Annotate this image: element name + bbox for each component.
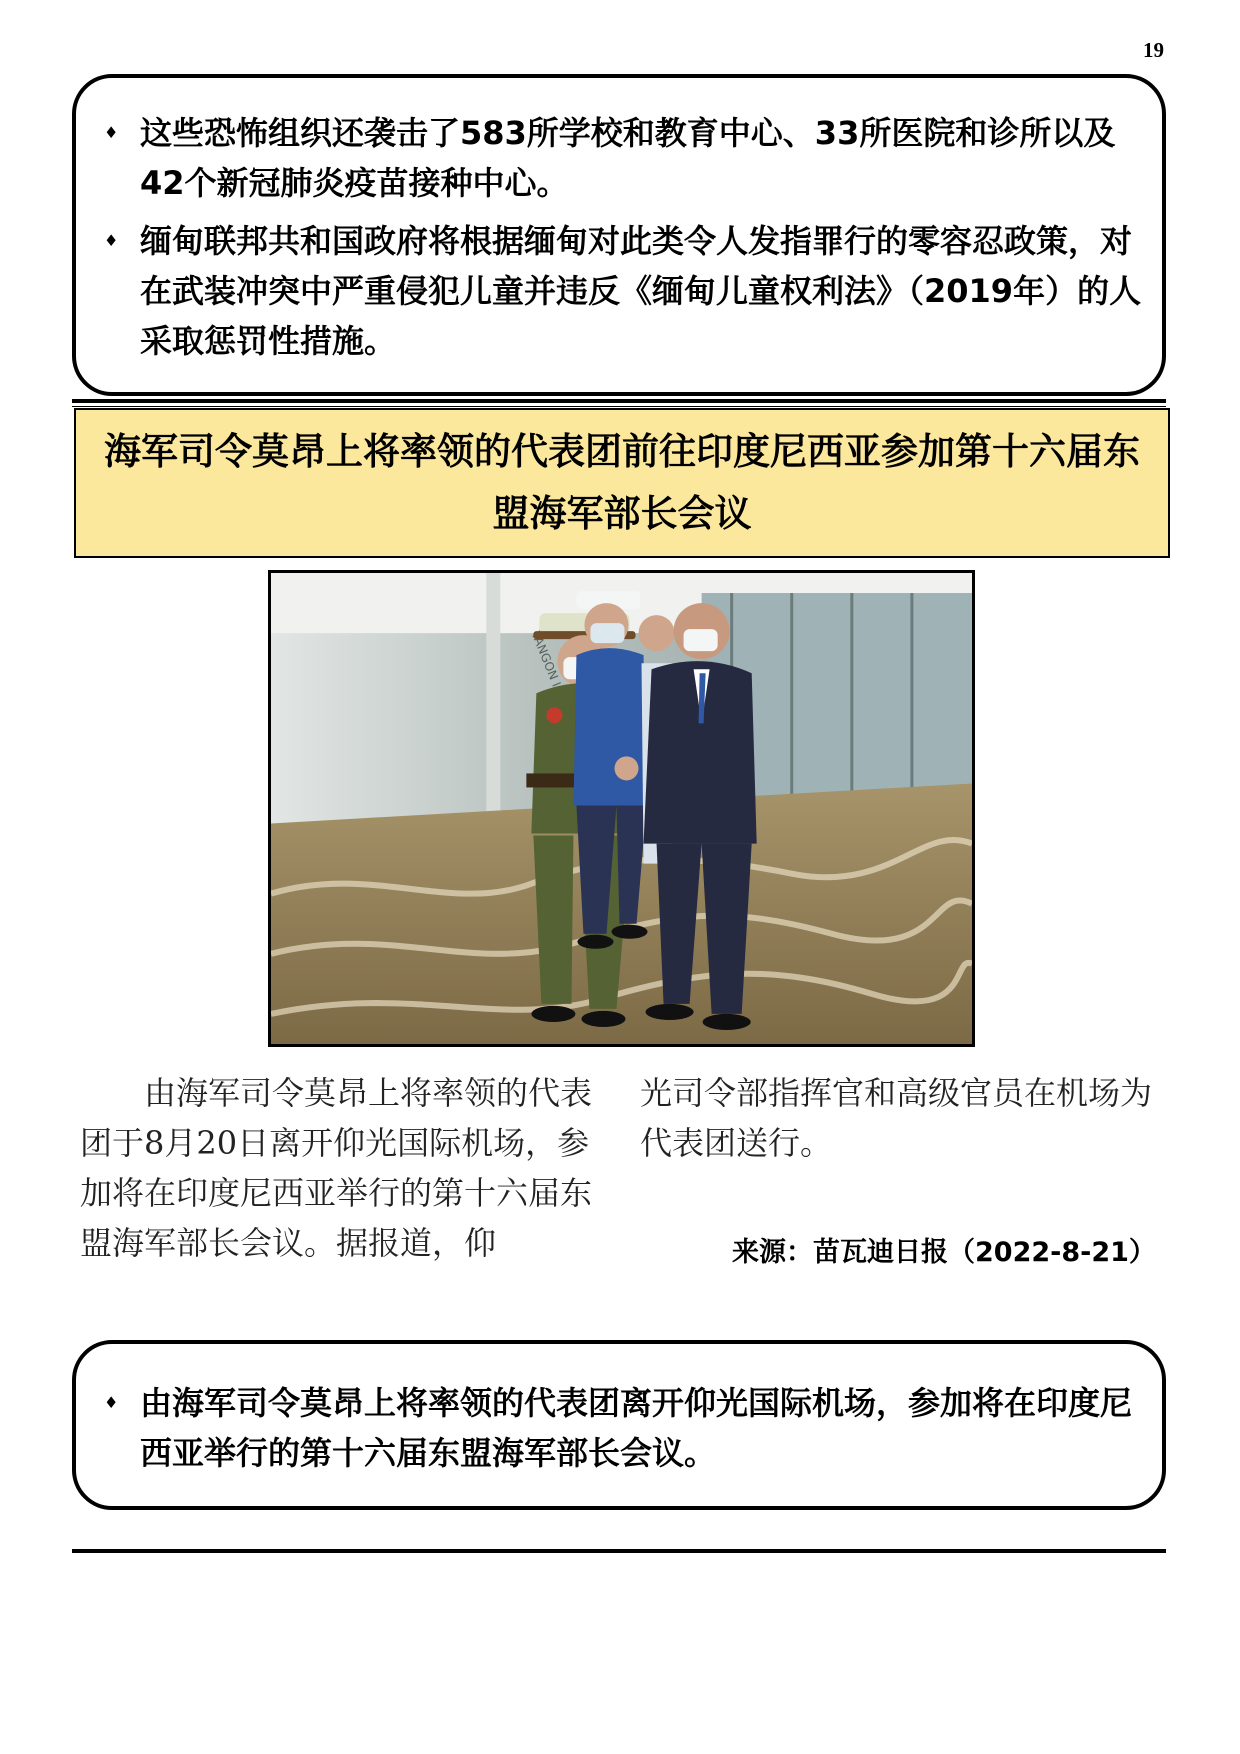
airport-wall-sign: YANGON: [528, 629, 561, 682]
diamond-bullet-icon: ♦: [104, 1393, 119, 1412]
headline-banner: [74, 408, 1170, 558]
section-divider: [72, 399, 1166, 403]
news-photo: [268, 570, 975, 1047]
article-source: 来源：苗瓦迪日报（2022-8-21）: [732, 1237, 1156, 1268]
bottom-callout-box: [72, 1340, 1166, 1510]
callout-bullet-item: [90, 216, 1144, 366]
callout-bullet-item: [90, 1378, 1144, 1478]
headline-text: 海军司令莫昂上将率领的代表团前往印度尼西亚参加第十六届东盟海军部长会议: [104, 430, 1140, 535]
page-number: 19: [1143, 38, 1164, 62]
bullet-text: 由海军司令莫昂上将率领的代表团离开仰光国际机场，参加将在印度尼西亚举行的第十六届东盟海军部长会议。: [140, 1384, 1133, 1472]
bottom-divider: [72, 1549, 1166, 1553]
diamond-bullet-icon: ♦: [104, 231, 119, 250]
section-divider: [72, 406, 1166, 407]
top-callout-box: [72, 74, 1166, 396]
bullet-text: 这些恐怖组织还袭击了583所学校和教育中心、33所医院和诊所以及42个新冠肺炎疫苗接种中心。: [140, 114, 1116, 202]
bullet-text: 缅甸联邦共和国政府将根据缅甸对此类令人发指罪行的零容忍政策，对在武装冲突中严重侵犯儿童并违反《缅甸儿童权利法》（2019年）的人采取惩罚性措施。: [140, 222, 1142, 360]
callout-bullet-item: [90, 108, 1144, 208]
article-left-column: 由海军司令莫昂上将率领的代表团于8月20日离开仰光国际机场，参加将在印度尼西亚举行的第十六届东盟海军部长会议。据报道，仰: [80, 1074, 593, 1262]
airport-farewell-photo: [271, 573, 972, 1044]
article-right-column: 光司令部指挥官和高级官员在机场为代表团送行。: [640, 1074, 1153, 1162]
diamond-bullet-icon: ♦: [104, 123, 119, 142]
